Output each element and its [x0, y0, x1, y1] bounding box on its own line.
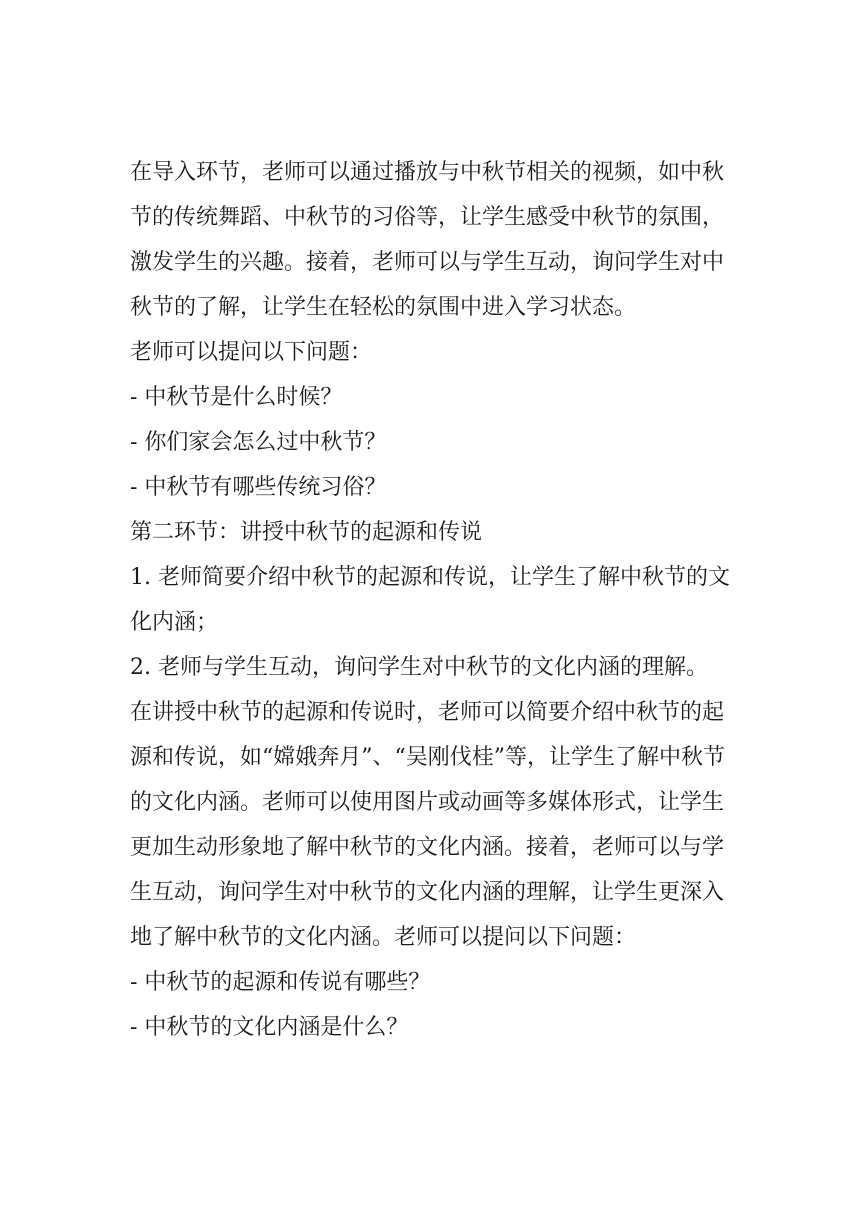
list-item-question: - 中秋节的起源和传说有哪些？ — [130, 970, 431, 995]
paragraph-body: 在讲授中秋节的起源和传说时，老师可以简要介绍中秋节的起源和传说，如“嫦娥奔月”、“吴刚伐桂”等，让学生了解中秋节的文化内涵。老师可以使用图片或动画等多媒体形式，让学生更加生动形象地了解中秋节的文化内涵。接着，老师可以与学生互动，询问学生对中秋节的文化内涵的理解，让学生更深入地了解中秋节的文化内涵。老师可以提问以下问题： — [130, 700, 725, 950]
numbered-item: 2. 老师与学生互动，询问学生对中秋节的文化内涵的理解。 — [130, 655, 708, 680]
list-item-question: - 中秋节是什么时候？ — [130, 385, 343, 410]
paragraph-intro: 在导入环节，老师可以通过播放与中秋节相关的视频，如中秋节的传统舞蹈、中秋节的习俗等，让学生感受中秋节的氛围，激发学生的兴趣。接着，老师可以与学生互动，询问学生对中秋节的了解，让学生在轻松的氛围中进入学习状态。 — [130, 160, 725, 320]
list-item-question: - 你们家会怎么过中秋节？ — [130, 430, 387, 455]
paragraph-question-prompt: 老师可以提问以下问题： — [130, 340, 373, 365]
section-heading: 第二环节：讲授中秋节的起源和传说 — [130, 520, 483, 545]
document-body — [130, 150, 740, 1050]
numbered-item: 1. 老师简要介绍中秋节的起源和传说，让学生了解中秋节的文化内涵； — [130, 565, 730, 635]
list-item-question: - 中秋节的文化内涵是什么？ — [130, 1015, 409, 1040]
list-item-question: - 中秋节有哪些传统习俗？ — [130, 475, 387, 500]
